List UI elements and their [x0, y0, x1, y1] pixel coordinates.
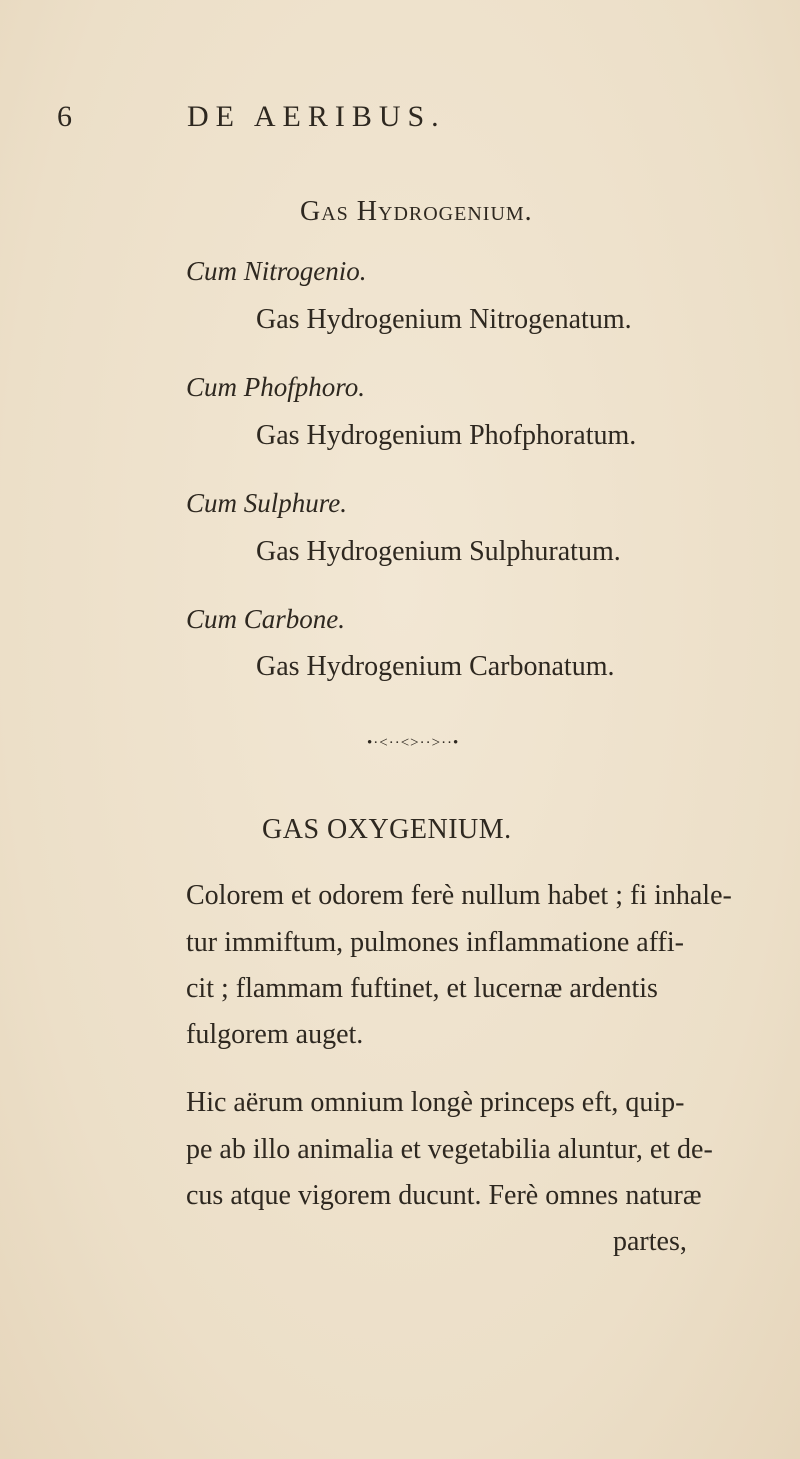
entry-compound: Gas Hydrogenium Nitrogenatum. — [256, 304, 632, 335]
entry-label: Cum Sulphure. — [186, 488, 347, 518]
section-title-oxygenium: GAS OXYGENIUM. — [262, 814, 512, 845]
paragraph-line: pe ab illo animalia et vegetabilia aluntur, et de- — [186, 1134, 713, 1165]
entry-label: Cum Carbone. — [186, 604, 346, 634]
entry-label: Cum Phofphoro. — [186, 372, 366, 402]
section-title-hydrogenium: Gas Hydrogenium. — [300, 196, 533, 227]
entry-compound: Gas Hydrogenium Phofphoratum. — [256, 420, 637, 451]
ornamental-divider: •·<··<>··>··• — [367, 735, 460, 751]
running-head: DE AERIBUS. — [187, 100, 446, 133]
entry-compound: Gas Hydrogenium Carbonatum. — [256, 651, 615, 682]
catchword: partes, — [613, 1226, 687, 1257]
paragraph-line: tur immiftum, pulmones inflammatione affi- — [186, 927, 684, 958]
paragraph-line: fulgorem auget. — [186, 1019, 364, 1050]
paragraph-line: cit ; flammam fuftinet, et lucernæ ardentis — [186, 973, 658, 1004]
entry-compound: Gas Hydrogenium Sulphuratum. — [256, 536, 621, 567]
paragraph-line: cus atque vigorem ducunt. Ferè omnes naturæ — [186, 1180, 702, 1211]
page-number: 6 — [57, 100, 72, 133]
entry-label: Cum Nitrogenio. — [186, 256, 367, 286]
paragraph-line: Hic aërum omnium longè princeps eft, quip- — [186, 1087, 685, 1118]
paragraph-line: Colorem et odorem ferè nullum habet ; fi inhale- — [186, 880, 732, 911]
